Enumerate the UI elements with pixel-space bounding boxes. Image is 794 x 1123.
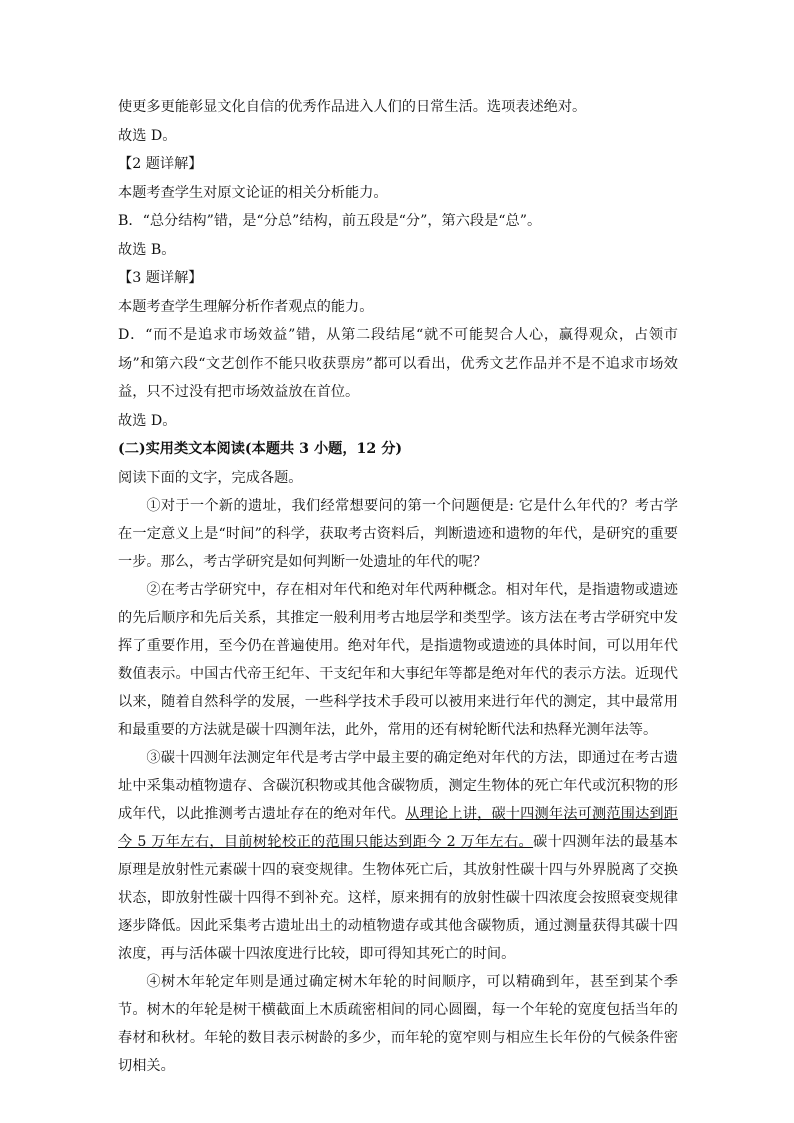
underlined-sentence: 从理论上讲，碳十四测年法可测范围达到距今 5 万年左右，目前树轮校正的范围只能达到距今 2 万年左右。 <box>118 806 678 850</box>
document-page <box>118 93 678 1080</box>
question-heading: 【3 题详解】 <box>118 270 203 286</box>
paragraph-3 <box>118 744 678 968</box>
instruction: 阅读下面的文字，完成各题。 <box>118 469 303 486</box>
paragraph-4: ④树木年轮定年则是通过确定树木年轮的时间顺序，可以精确到年，甚至到某个季节。树木的年轮是树干横截面上木质疏密相间的同心圆圈，每一个年轮的宽度包括当年的春材和秋材。年轮的数目表示树龄的多少，而年轮的宽窄则与相应生长年份的气候条件密切相关。 <box>118 974 678 1074</box>
paragraph-3-text: 碳十四测年法的最基本原理是放射性元素碳十四的衰变规律。生物体死亡后，其放射性碳十四与外界脱离了交换状态，即放射性碳十四得不到补充。这样，原来拥有的放射性碳十四浓度会按照衰变规律逐步降低。因此采集考古遗址出土的动植物遗存或其他含碳物质，通过测量获得其碳十四浓度，再与活体碳十四浓度进行比较，即可得知其死亡的时间。 <box>118 834 678 962</box>
answer-explanation: D．“而不是追求市场效益”错，从第二段结尾“就不可能契合人心，赢得观众，占领市场”和第六段“文艺创作不能只收获票房”都可以看出，优秀文艺作品并不是不追求市场效益，只不过没有把市场效益放在首位。 <box>118 327 678 400</box>
paragraph-1: ①对于一个新的遗址，我们经常想要问的第一个问题便是: 它是什么年代的？考古学在一定意义上是“时间”的科学，获取考古资料后，判断遗迹和遗物的年代，是研究的重要一步。那么，考古学研究是如何判断一处遗址的年代的呢？ <box>118 498 678 570</box>
section-heading: (二)实用类文本阅读(本题共 3 小题，12 分) <box>118 441 403 457</box>
answer-line: 故选 D。 <box>118 127 177 144</box>
text-line: 使更多更能彰显文化自信的优秀作品进入人们的日常生活。选项表述绝对。 <box>118 99 587 115</box>
paragraph-3-text: ③碳十四测年法测定年代是考古学中最主要的确定绝对年代的方法，即通过在考古遗址中采集动植物遗存、含碳沉积物或其他含碳物质，测定生物体的死亡年代或沉积物的形成年代，以此推测考古遗址存在的绝对年代。 <box>118 750 678 822</box>
text-line: B．“总分结构”错，是“分总”结构，前五段是“分”，第六段是“总”。 <box>118 213 542 229</box>
text-line: 本题考查学生对原文论证的相关分析能力。 <box>118 184 388 201</box>
text-line: 本题考查学生理解分析作者观点的能力。 <box>118 298 374 315</box>
answer-line: 故选 B。 <box>118 241 176 258</box>
answer-line: 故选 D。 <box>118 412 177 429</box>
paragraph-2: ②在考古学研究中，存在相对年代和绝对年代两种概念。相对年代，是指遗物或遗迹的先后顺序和先后关系，其推定一般利用考古地层学和类型学。该方法在考古学研究中发挥了重要作用，至今仍在普遍使用。绝对年代，是指遗物或遗迹的具体时间，可以用年代数值表示。中国古代帝王纪年、干支纪年和大事纪年等都是绝对年代的表示方法。近现代以来，随着自然科学的发展，一些科学技术手段可以被用来进行年代的测定，其中最常用和最重要的方法就是碳十四测年法，此外，常用的还有树轮断代法和热释光测年法等。 <box>118 582 678 738</box>
question-heading: 【2 题详解】 <box>118 156 203 172</box>
